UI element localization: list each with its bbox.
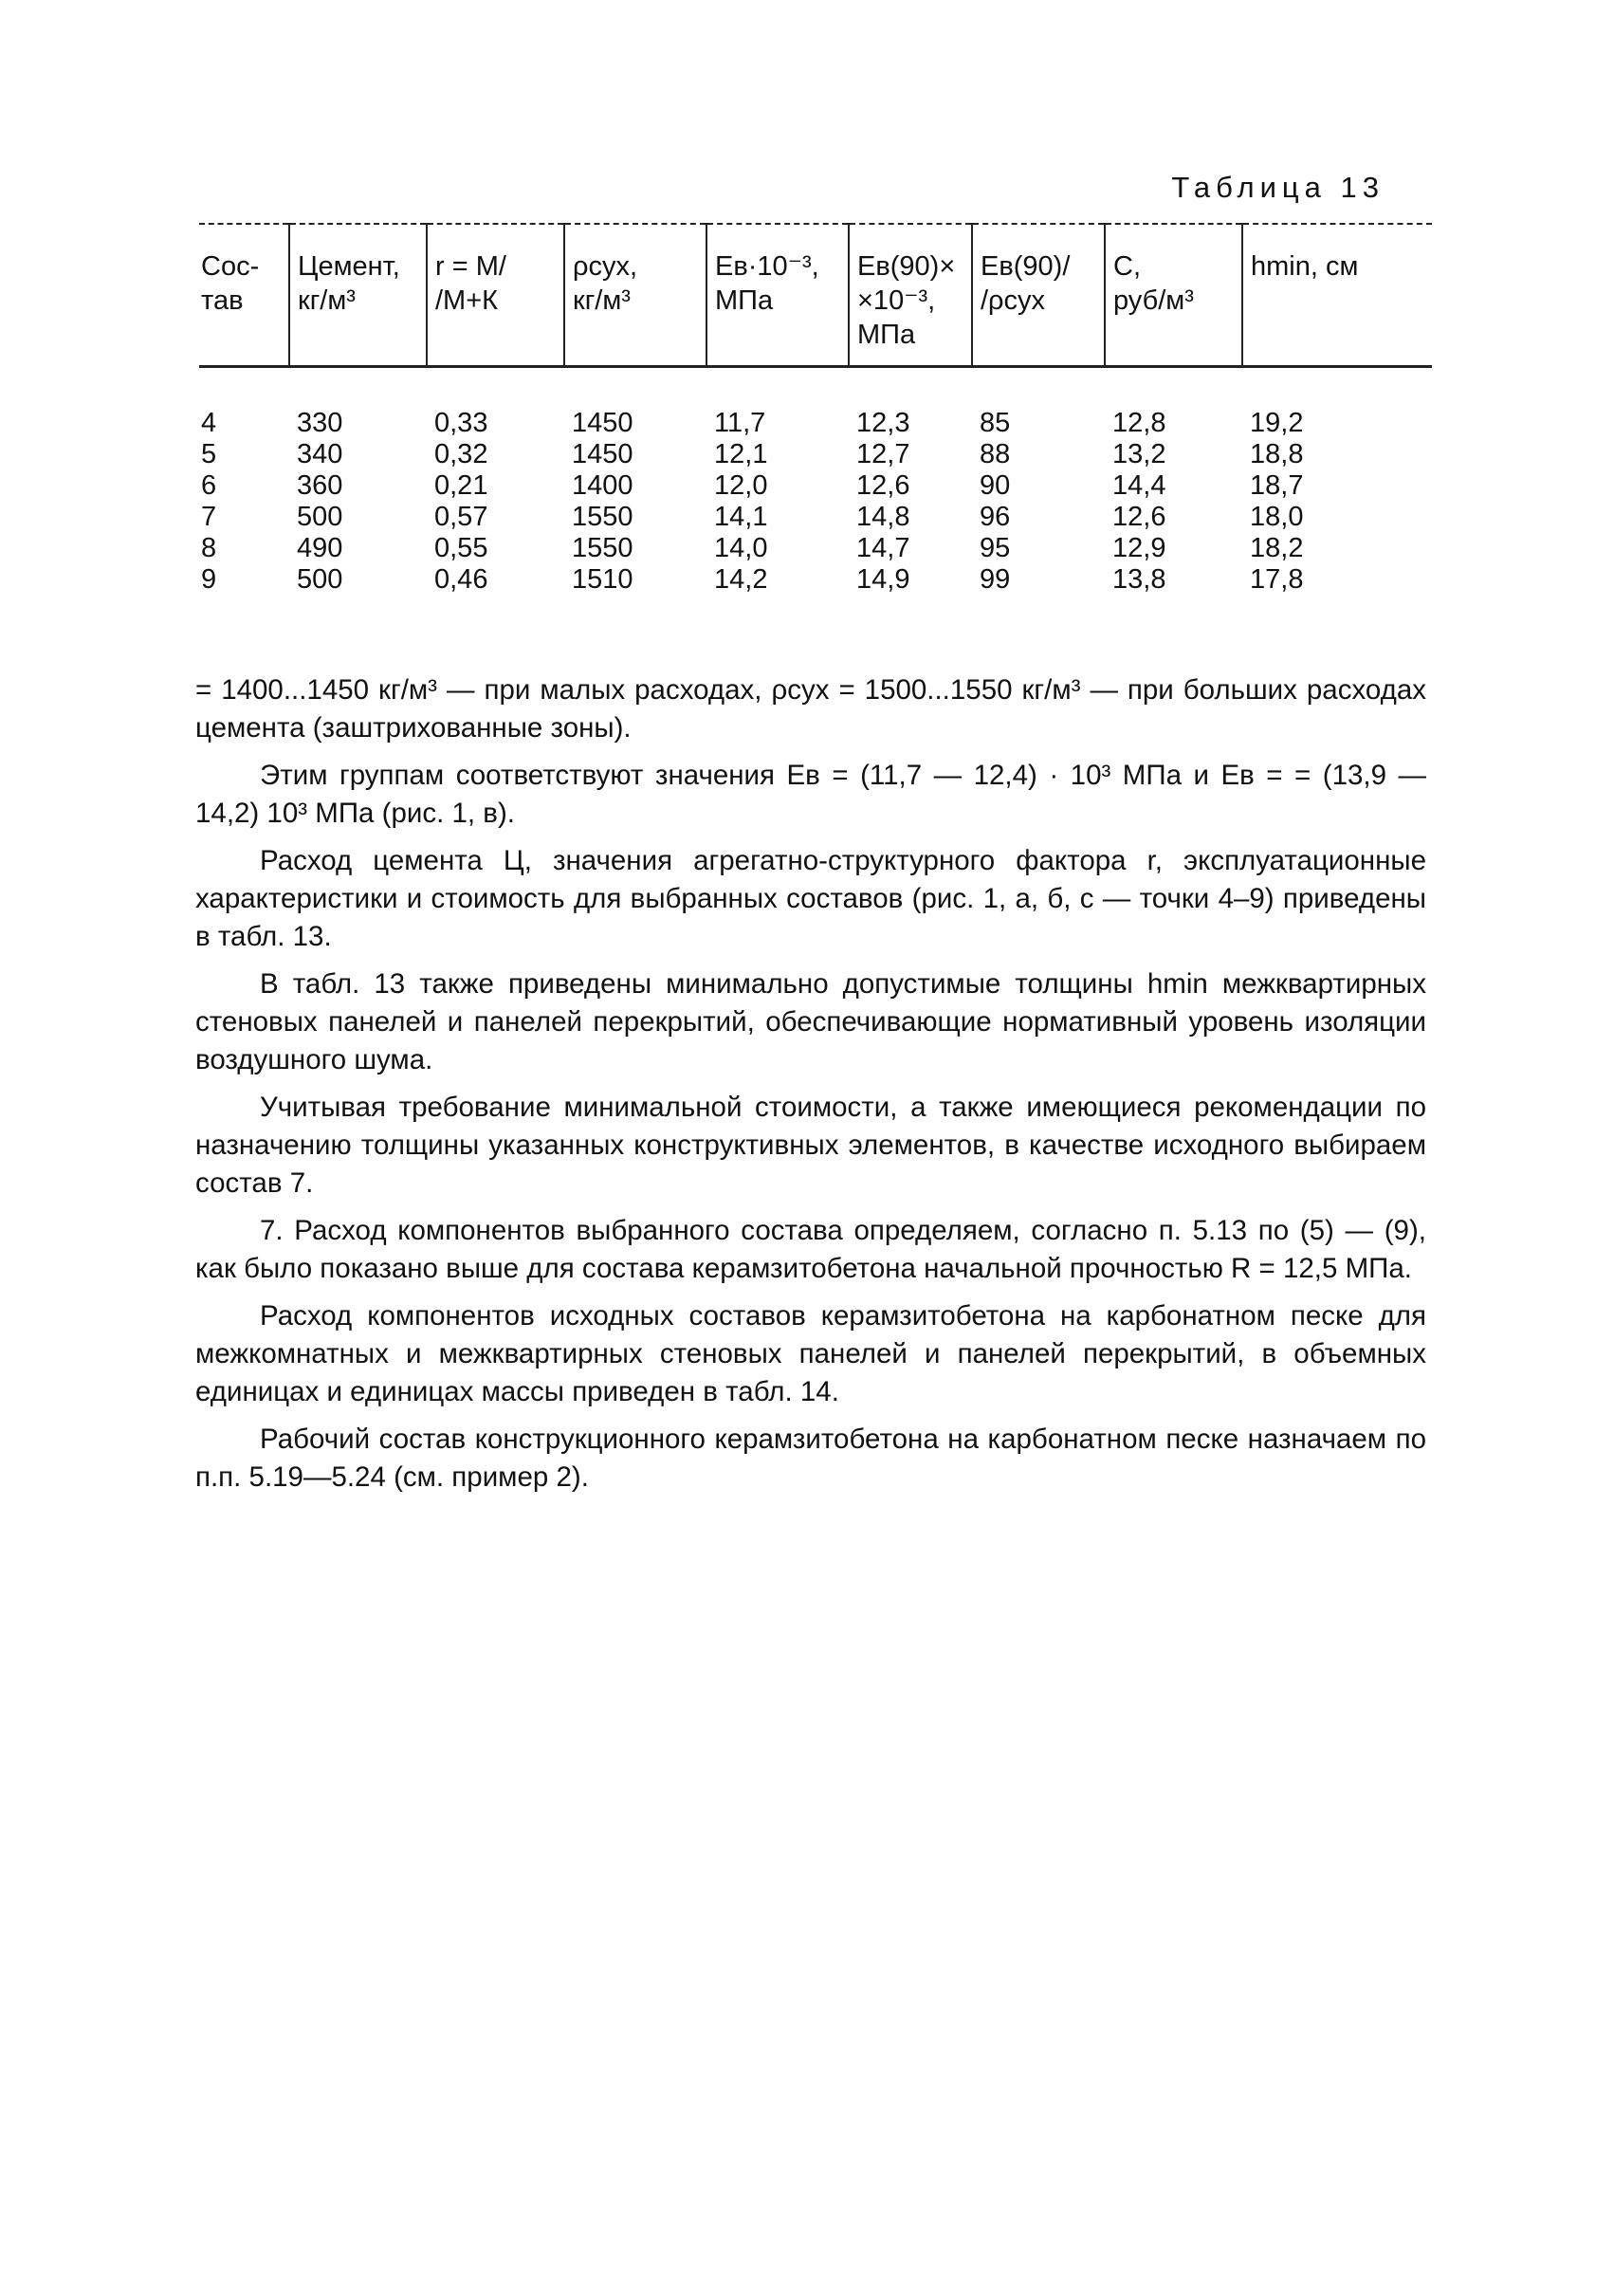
table-row — [199, 439, 1432, 470]
col-header-r: r = М/ /М+К — [427, 224, 564, 367]
cell: 18,2 — [1250, 533, 1304, 563]
cell: 500 — [297, 502, 343, 532]
cell: 1550 — [572, 533, 633, 563]
cell: 14,9 — [856, 564, 910, 595]
paragraph-step-7: 7. Расход компонентов выбранного состава определяем, согласно п. 5.13 по (5) — (9), как было показано выше для состава керамзитобетона начальной прочностью R = 12,5 МПа. — [195, 1215, 1426, 1284]
cell: 14,2 — [714, 564, 768, 595]
table-row — [199, 367, 1432, 440]
col-header-cement: Цемент, кг/м³ — [289, 224, 427, 367]
cell: 12,1 — [714, 439, 768, 469]
cell: 13,2 — [1112, 439, 1166, 469]
cell: 4 — [201, 408, 217, 438]
col-header-modulus-ratio: Eв(90)/ /ρсух — [972, 224, 1105, 367]
cell: 88 — [980, 439, 1011, 469]
cell: 12,8 — [1112, 408, 1166, 438]
table-caption: Таблица 13 — [1171, 171, 1385, 204]
cell: 90 — [980, 470, 1011, 501]
table-header-row — [199, 224, 1432, 367]
col-header-modulus-90: Eв(90)× ×10⁻³, МПа — [849, 224, 972, 367]
cell: 12,6 — [1112, 502, 1166, 532]
body-text — [195, 671, 1426, 1506]
cell: 0,33 — [434, 408, 488, 438]
paragraph-working-mix: Рабочий состав конструкционного керамзитобетона на карбонатном песке назначаем по п.п. 5.19—5.24 (см. пример 2). — [195, 1424, 1426, 1493]
cell: 8 — [201, 533, 217, 563]
cell: 500 — [297, 564, 343, 595]
cell: 12,3 — [856, 408, 910, 438]
cell: 0,57 — [434, 502, 488, 532]
col-header-modulus: Eв·10⁻³, МПа — [706, 224, 849, 367]
col-header-sostav: Сос- тав — [201, 251, 260, 316]
cell: 0,55 — [434, 533, 488, 563]
cell: 490 — [297, 533, 343, 563]
cell: 12,0 — [714, 470, 768, 501]
data-table-container — [199, 223, 1432, 596]
table-row — [199, 502, 1432, 533]
cell: 1450 — [572, 439, 633, 469]
cell: 17,8 — [1250, 564, 1304, 595]
cell: 14,8 — [856, 502, 910, 532]
cell: 330 — [297, 408, 343, 438]
paragraph-choice-sostav-7: Учитывая требование минимальной стоимости, а также имеющиеся рекомендации по назначению толщины указанных конструктивных элементов, в качестве исходного выбираем состав 7. — [195, 1092, 1426, 1199]
col-header-hmin: hmin, см — [1242, 224, 1432, 367]
cell: 9 — [201, 564, 217, 595]
cell: 6 — [201, 470, 217, 501]
cell: 1550 — [572, 502, 633, 532]
col-header-cost: С, руб/м³ — [1105, 224, 1242, 367]
cell: 0,21 — [434, 470, 488, 501]
cell: 1510 — [572, 564, 633, 595]
cell: 14,1 — [714, 502, 768, 532]
cell: 96 — [980, 502, 1011, 532]
cell: 14,4 — [1112, 470, 1166, 501]
cell: 1450 — [572, 408, 633, 438]
cell: 340 — [297, 439, 343, 469]
cell: 18,8 — [1250, 439, 1304, 469]
cell: 12,7 — [856, 439, 910, 469]
cell: 360 — [297, 470, 343, 501]
cell: 18,7 — [1250, 470, 1304, 501]
col-header-density: ρсух, кг/м³ — [564, 224, 706, 367]
cell: 19,2 — [1250, 408, 1304, 438]
table-row — [199, 564, 1432, 596]
table-row — [199, 533, 1432, 564]
data-table — [199, 223, 1432, 596]
paragraph-min-thickness: В табл. 13 также приведены минимально допустимые толщины hmin межквартирных стеновых панелей и панелей перекрытий, обеспечивающие нормативный уровень изоляции воздушного шума. — [195, 968, 1426, 1075]
cell: 5 — [201, 439, 217, 469]
cell: 14,7 — [856, 533, 910, 563]
cell: 99 — [980, 564, 1011, 595]
cell: 12,9 — [1112, 533, 1166, 563]
cell: 14,0 — [714, 533, 768, 563]
cell: 11,7 — [714, 408, 766, 438]
table-row — [199, 470, 1432, 502]
cell: 1400 — [572, 470, 633, 501]
cell: 0,46 — [434, 564, 488, 595]
paragraph-table-14-reference: Расход компонентов исходных составов керамзитобетона на карбонатном песке для межкомнатных и межквартирных стеновых панелей и панелей перекрытий, в объемных единицах и единицах массы приведен в табл. 14. — [195, 1300, 1426, 1407]
cell: 85 — [980, 408, 1011, 438]
cell: 0,32 — [434, 439, 488, 469]
cell: 12,6 — [856, 470, 910, 501]
paragraph-cement-consumption: Расход цемента Ц, значения агрегатно-структурного фактора r, эксплуатационные характеристики и стоимость для выбранных составов (рис. 1, а, б, с — точки 4–9) приведены в табл. 13. — [195, 845, 1426, 952]
paragraph-density-groups: = 1400...1450 кг/м³ — при малых расходах, ρсух = 1500...1550 кг/м³ — при больших расходах цемента (заштрихованные зоны). — [195, 674, 1426, 744]
cell: 13,8 — [1112, 564, 1166, 595]
cell: 95 — [980, 533, 1011, 563]
cell: 18,0 — [1250, 502, 1304, 532]
cell: 7 — [201, 502, 217, 532]
paragraph-modulus-groups: Этим группам соответствуют значения Eв = (11,7 — 12,4) · 10³ МПа и Eв = = (13,9 — 14,2) 10³ МПа (рис. 1, в). — [195, 760, 1426, 829]
